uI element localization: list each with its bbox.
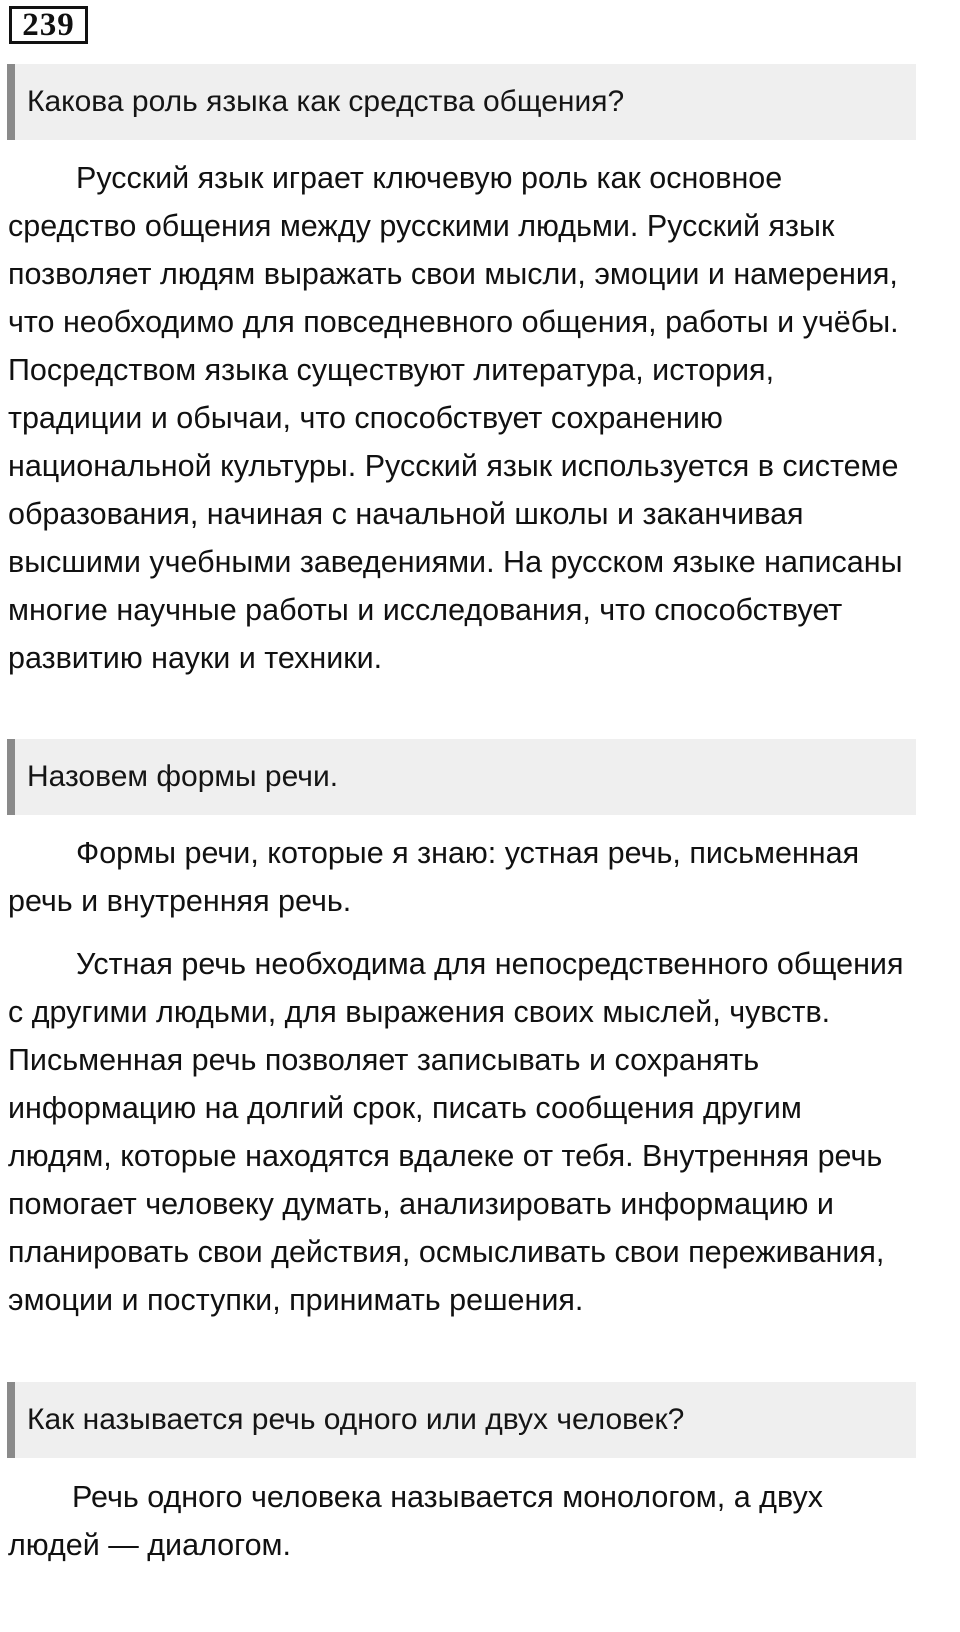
question-heading-1: Какова роль языка как средства общения?: [7, 64, 916, 140]
task-number-box: 239: [9, 6, 88, 44]
answer-paragraph-4: Речь одного человека называется монологом, а двух людей — диалогом.: [8, 1480, 823, 1562]
answer-paragraph-2: Формы речи, которые я знаю: устная речь, письменная речь и внутренняя речь.: [8, 836, 860, 918]
answer-paragraph-1: Русский язык играет ключевую роль как основное средство общения между русскими людьми. Русский язык позволяет людям выражать свои мысли, эмоции и намерения, что необходимо для повседневного общения, работы и учёбы. Посредством языка существуют литература, история, традиции и обычаи, что способствует сохранению национальной культуры. Русский язык используется в системе образования, начиная с начальной школы и заканчивая высшими учебными заведениями. На русском языке написаны многие научные работы и исследования, что способствует развитию науки и техники.: [8, 161, 903, 675]
question-heading-3: Как называется речь одного или двух человек?: [7, 1382, 916, 1458]
question-heading-2: Назовем формы речи.: [7, 739, 916, 815]
answer-paragraph-3: Устная речь необходима для непосредственного общения с другими людьми, для выражения своих мыслей, чувств. Письменная речь позволяет записывать и сохранять информацию на долгий срок, писать сообщения другим людям, которые находятся вдалеке от тебя. Внутренняя речь помогает человеку думать, анализировать информацию и планировать свои действия, осмысливать свои переживания, эмоции и поступки, принимать решения.: [8, 947, 904, 1317]
